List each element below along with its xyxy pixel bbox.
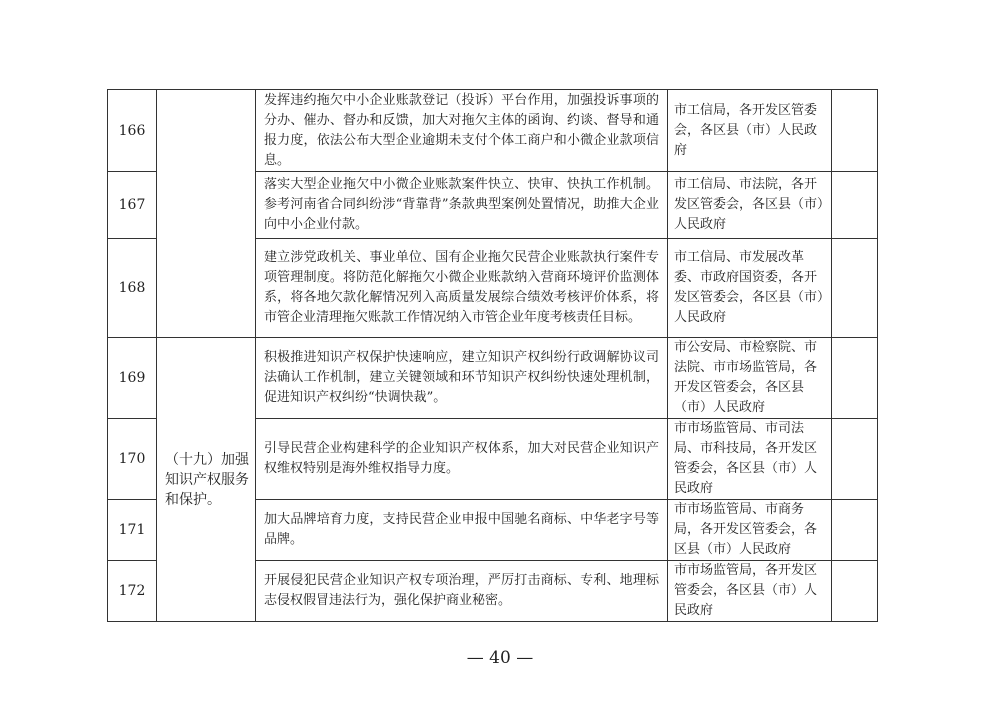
task-text: 积极推进知识产权保护快速响应，建立知识产权纠纷行政调解协议司法确认工作机制，建立关键领域和环节知识产权纠纷快速处理机制，促进知识产权纠纷“快调快裁”。 [256, 338, 668, 419]
category-cell-empty [157, 90, 256, 338]
note-cell [832, 239, 878, 338]
responsible-departments: 市市场监管局、市司法局、市科技局，各开发区管委会，各区县（市）人民政府 [668, 419, 832, 500]
table-row [108, 338, 878, 419]
task-text: 加大品牌培育力度，支持民营企业申报中国驰名商标、中华老字号等品牌。 [256, 500, 668, 561]
row-number: 170 [108, 419, 157, 500]
task-text: 落实大型企业拖欠中小微企业账款案件快立、快审、快执工作机制。参考河南省合同纠纷涉“背靠背”条款典型案例处置情况，助推大企业向中小企业付款。 [256, 172, 668, 239]
note-cell [832, 90, 878, 172]
responsible-departments: 市市场监管局，各开发区管委会，各区县（市）人民政府 [668, 561, 832, 622]
note-cell [832, 338, 878, 419]
responsible-departments: 市公安局、市检察院、市法院、市市场监管局，各开发区管委会，各区县（市）人民政府 [668, 338, 832, 419]
responsible-departments: 市工信局，各开发区管委会，各区县（市）人民政府 [668, 90, 832, 172]
row-number: 169 [108, 338, 157, 419]
row-number: 166 [108, 90, 157, 172]
task-text: 建立涉党政机关、事业单位、国有企业拖欠民营企业账款执行案件专项管理制度。将防范化解拖欠小微企业账款纳入营商环境评价监测体系，将各地欠款化解情况列入高质量发展综合绩效考核评价体系，将市管企业清理拖欠账款工作情况纳入市管企业年度考核责任目标。 [256, 239, 668, 338]
note-cell [832, 500, 878, 561]
task-text: 引导民营企业构建科学的企业知识产权体系，加大对民营企业知识产权维权特别是海外维权指导力度。 [256, 419, 668, 500]
page-number: — 40 — [466, 648, 534, 668]
note-cell [832, 419, 878, 500]
category-label: （十九）加强知识产权服务和保护。 [157, 338, 256, 622]
responsible-departments: 市工信局、市法院，各开发区管委会，各区县（市）人民政府 [668, 172, 832, 239]
task-text: 发挥违约拖欠中小企业账款登记（投诉）平台作用，加强投诉事项的分办、催办、督办和反馈，加大对拖欠主体的函询、约谈、督导和通报力度，依法公布大型企业逾期未支付个体工商户和小微企业款项信息。 [256, 90, 668, 172]
task-text: 开展侵犯民营企业知识产权专项治理，严厉打击商标、专利、地理标志侵权假冒违法行为，强化保护商业秘密。 [256, 561, 668, 622]
row-number: 172 [108, 561, 157, 622]
row-number: 168 [108, 239, 157, 338]
task-table [107, 89, 878, 622]
row-number: 167 [108, 172, 157, 239]
table-row [108, 90, 878, 172]
responsible-departments: 市工信局、市发展改革委、市政府国资委，各开发区管委会，各区县（市）人民政府 [668, 239, 832, 338]
note-cell [832, 561, 878, 622]
responsible-departments: 市市场监管局、市商务局，各开发区管委会，各区县（市）人民政府 [668, 500, 832, 561]
note-cell [832, 172, 878, 239]
row-number: 171 [108, 500, 157, 561]
